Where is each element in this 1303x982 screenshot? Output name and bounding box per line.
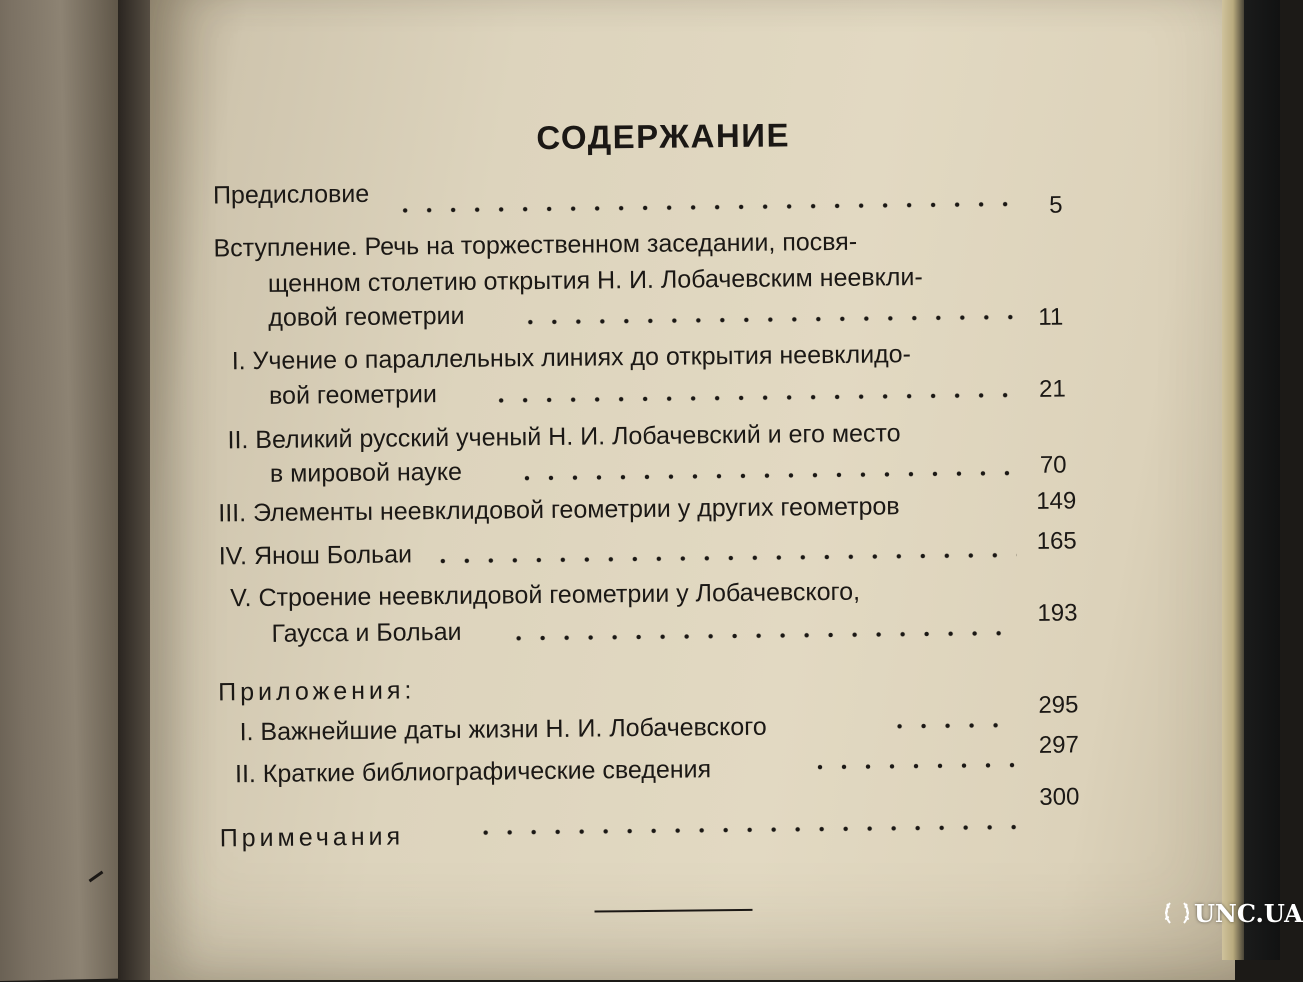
toc-entry-introduction-cont: довой геометрии <box>268 301 465 332</box>
dot-leader <box>489 392 1017 404</box>
toc-entry-introduction-cont: щенном столетию открытия Н. И. Лобачевским неевкли- <box>267 263 923 298</box>
dot-leader <box>474 824 1019 836</box>
page-number: 300 <box>1039 783 1080 811</box>
end-rule <box>595 909 753 913</box>
toc-entry-appendix-1: I. Важнейшие даты жизни Н. И. Лобачевского <box>239 712 767 747</box>
page-number: 149 <box>1036 487 1077 515</box>
dot-leader <box>888 722 1016 729</box>
toc-entry-notes: Примечания <box>219 822 405 853</box>
toc-entry-chapter-2: II. Великий русский ученый Н. И. Лобачевский и его место <box>227 419 901 455</box>
toc-entry-chapter-3: III. Элементы неевклидовой геометрии у других геометров <box>218 492 900 528</box>
page-title: СОДЕРЖАНИЕ <box>536 116 791 157</box>
toc-entry-chapter-2-cont: в мировой науке <box>269 457 463 488</box>
dot-leader <box>518 314 1018 325</box>
page-number: 297 <box>1038 731 1079 759</box>
page-number: 5 <box>1049 191 1063 219</box>
toc-entry-chapter-1: I. Учение о параллельных линиях до открытия неевклидо- <box>231 340 912 376</box>
page-number: 11 <box>1038 303 1064 331</box>
dot-leader <box>808 762 1018 770</box>
dot-leader <box>431 552 1017 564</box>
laurel-icon <box>1162 898 1192 928</box>
toc-entry-introduction: Вступление. Речь на торжественном заседании, посвя- <box>213 227 858 263</box>
page-number: 295 <box>1038 691 1079 719</box>
page-number: 70 <box>1039 451 1067 479</box>
toc-entry-chapter-4: IV. Янош Больаи <box>218 540 413 571</box>
dot-leader <box>507 630 1017 641</box>
dot-leader <box>515 470 1017 481</box>
dot-leader <box>393 201 1017 214</box>
watermark <box>1162 898 1303 928</box>
toc-entry-appendix-2: II. Краткие библиографические сведения <box>234 755 712 789</box>
page-number: 21 <box>1038 375 1066 403</box>
toc-entry-preface: Предисловие <box>212 179 370 210</box>
watermark-text: UNC.UA <box>1194 898 1303 928</box>
page-number: 165 <box>1036 527 1077 555</box>
toc-entry-chapter-1-cont: вой геометрии <box>268 380 437 410</box>
appendices-heading: Приложения: <box>218 676 416 707</box>
toc-entry-chapter-5-cont: Гаусса и Больаи <box>271 617 462 648</box>
page-number: 193 <box>1037 599 1078 627</box>
toc-entry-chapter-5: V. Строение неевклидовой геометрии у Лобачевского, <box>230 577 861 613</box>
